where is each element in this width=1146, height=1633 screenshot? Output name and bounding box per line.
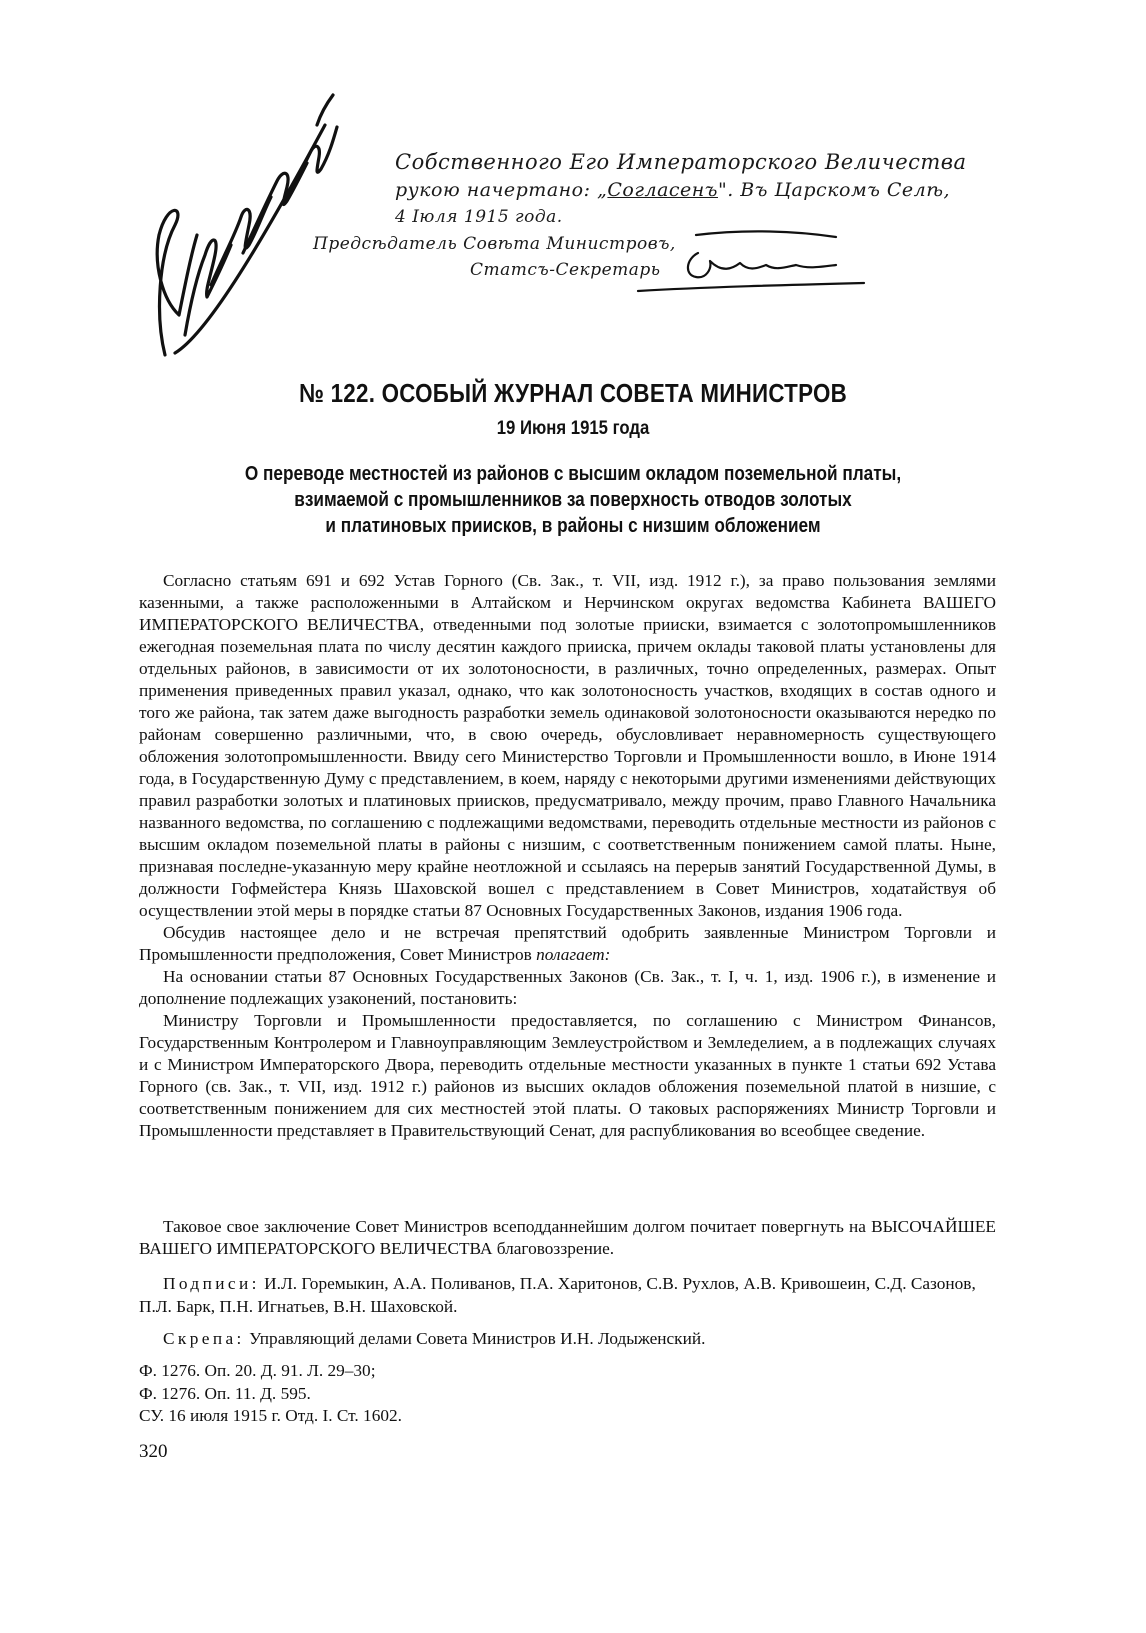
archive-ref: СУ. 16 июля 1915 г. Отд. I. Ст. 1602. [139, 1406, 402, 1425]
handwritten-note-line: Предсѣдатель Совѣта Министровъ, [313, 234, 676, 254]
signatures-label: Подписи: [163, 1274, 260, 1293]
handwritten-approved-word: Согласенъ [607, 179, 718, 201]
paragraph-background: Согласно статьям 691 и 692 Устав Горного (Св. Зак., т. VII, изд. 1912 г.), за право пользования землями казенными, а также расположенными в Алтайском и Нерчинском округах ведомства Кабинета ВАШЕГО ИМПЕРАТОРСКОГО ВЕЛИЧЕСТВА, отведенными под золотые прииски, взимается с золотопромышленников ежегодная поземельная плата по числу десятин каждого прииска, причем оклады таковой платы установлены для отдельных районов, в зависимости от их золотоносности, в различных, точно определенных, размерах. Опыт применения приведенных правил указал, однако, что как золотоносность участков, входящих в состав одного и того же района, так затем даже выгодность разработки земель одинаковой золотоносности оказываются нередко по районам совершенно различными, что, в свою очередь, обусловливает неравномерность существующего обложения золотопромышленности. Ввиду сего Министерство Торговли и Промышленности вошло, в Июне 1914 года, в Государственную Думу с представлением, в коем, наряду с некоторыми другими изменениями действующих правил разработки золотых и платиновых приисков, предусматривало, между прочим, право Главного Начальника названного ведомства, по соглашению с подлежащими ведомствами, переводить отдельные местности из районов с высшим окладом поземельной платы в районы с низшим, с соответственным понижением самой платы. Ныне, признавая последне-указанную меру крайне неотложной и ссылаясь на перерыв занятий Государственной Думы, в должности Гофмейстера Князь Шаховской вошел с представлением в Совет Министров, ходатайствуя об осуществлении этой меры в порядке статьи 87 Основных Государственных Законов, издания 1906 года. [139, 571, 996, 920]
document-date: 19 Июня 1915 года [496, 418, 650, 439]
document-title: № 122. ОСОБЫЙ ЖУРНАЛ СОВЕТА МИНИСТРОВ [298, 378, 848, 408]
subject-line: взимаемой с промышленников за поверхность отводов золотых [294, 489, 852, 511]
paragraph-legal-basis: На основании статьи 87 Основных Государственных Законов (Св. Зак., т. I, ч. 1, изд. 1906 г.), в изменение и дополнение подлежащих узаконений, постановить: [139, 967, 996, 1008]
paragraph-resolution: Министру Торговли и Промышленности предоставляется, по соглашению с Министром Финансов, Государственным Контролером и Главноуправляющим Землеустройством и Земледелием, а в подлежащих случаях и с Министром Императорского Двора, переводить отдельные местности указанных в пункте 1 статьи 692 Устава Горного (св. Зак., т. VII, изд. 1912 г.) районов из высших окладов обложения поземельной платой в низшие, с соответственным понижением для сих местностей этой платы. О таковых распоряжениях Министр Торговли и Промышленности представляет в Правительствующий Сенат, для распубликования во всеобщее сведение. [139, 1011, 996, 1140]
chairman-signature [636, 225, 868, 301]
handwritten-note-line: рукою начертано: „Согласенъ". Въ Царскомъ Селѣ, [395, 179, 951, 201]
page-number: 320 [139, 1441, 168, 1462]
decision-keyword: полагает: [536, 945, 611, 964]
countersignature-label: Скрепа: [163, 1329, 245, 1348]
handwritten-note-line: 4 Іюля 1915 года. [395, 207, 563, 227]
countersignature-text: Управляющий делами Совета Министров И.Н. Лодыженский. [249, 1329, 706, 1348]
countersignature [139, 1327, 996, 1350]
imperial-resolution-handwriting [145, 85, 345, 370]
archive-ref: Ф. 1276. Оп. 20. Д. 91. Л. 29–30; [139, 1361, 376, 1380]
document-subject [80, 461, 1066, 539]
signatures-names: И.Л. Горемыкин, А.А. Поливанов, П.А. Харитонов, С.В. Рухлов, А.В. Кривошеин, С.Д. Сазонов, П.Л. Барк, П.Н. Игнатьев, В.Н. Шаховской. [139, 1274, 976, 1316]
signatures [139, 1272, 996, 1318]
archive-references [139, 1360, 402, 1428]
archive-ref: Ф. 1276. Оп. 11. Д. 595. [139, 1383, 311, 1403]
subject-line: О переводе местностей из районов с высшим окладом поземельной платы, [244, 463, 902, 485]
subject-line: и платиновых приисков, в районы с низшим обложением [325, 515, 821, 537]
handwritten-note-line: Статсъ-Секретарь [470, 260, 661, 280]
closing-paragraph: Таковое свое заключение Совет Министров всеподданнейшим долгом почитает повергнуть на ВЫСОЧАЙШЕЕ ВАШЕГО ИМПЕРАТОРСКОГО ВЕЛИЧЕСТВА благовоззрение. [139, 1217, 996, 1258]
paragraph-discussion: Обсудив настоящее дело и не встречая препятствий одобрить заявленные Министром Торговли и Промышленности предположения, Совет Министров полагает: [139, 923, 996, 964]
document-body [139, 570, 996, 1142]
handwritten-note-line: Собственного Его Императорского Величества [395, 150, 967, 174]
